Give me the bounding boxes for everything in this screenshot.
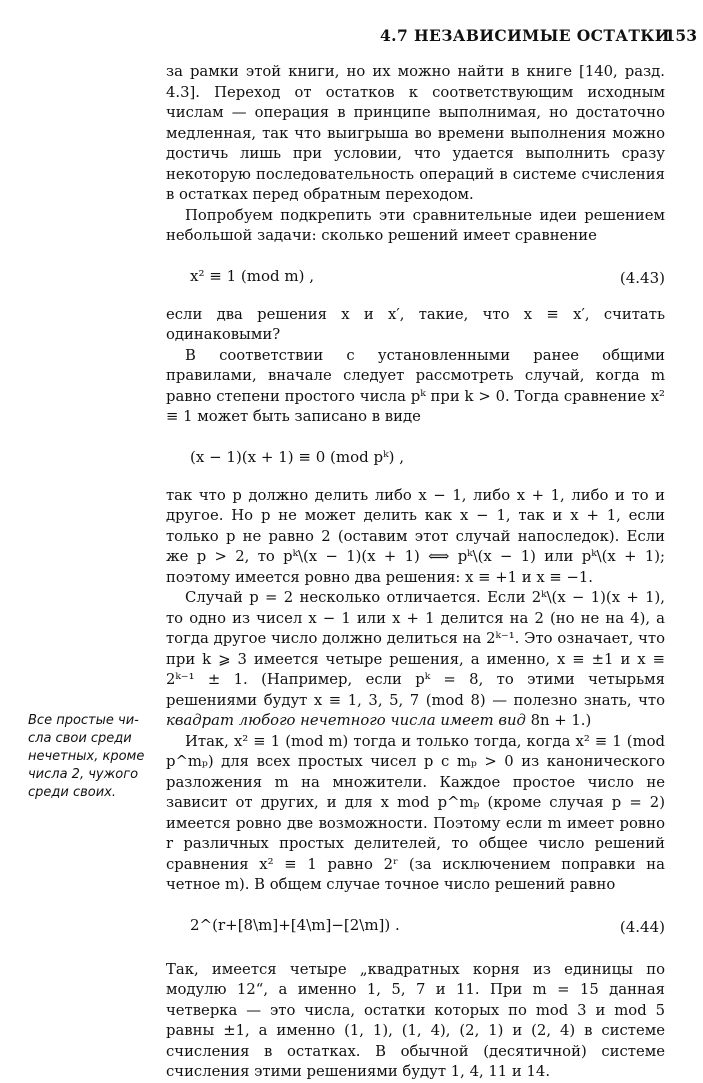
paragraph [166, 588, 665, 732]
paragraph: если два решения x и x′, такие, что x ≡ x′, считать одинаковыми? [166, 305, 665, 343]
margin-note [28, 712, 156, 802]
margin-note-line: числа 2, чужого [28, 767, 139, 782]
equation-factorization [166, 437, 665, 481]
margin-note-line: сла свои среди [28, 731, 132, 746]
equation-formula: x² ≡ 1 (mod m) , [190, 266, 314, 285]
emphasis-text: квадрат любого нечетного числа имеет вид [166, 712, 526, 729]
page-header [380, 26, 697, 48]
running-title: 4.7 НЕЗАВИСИМЫЕ ОСТАТКИ [380, 26, 670, 45]
equation-formula: 2^(r+[8\m]+[4\m]−[2\m]) . [190, 915, 400, 934]
margin-note-line: нечетных, кроме [28, 749, 145, 764]
paragraph: так что p должно делить либо x − 1, либо x + 1, либо и то и другое. Но p не может делить как x − 1, так и x + 1, если только p не равно 2 (оставим этот случай напоследок). Если же p > 2, то pᵏ\(x − 1)(x + 1) ⟺ pᵏ\(x − 1) или pᵏ\(x + 1); поэтому имеется ровно два решения: x ≡ +1 и x ≡ −1. [166, 486, 665, 586]
main-text [166, 62, 665, 1083]
margin-note-line: среди своих. [28, 785, 117, 800]
paragraph: за рамки этой книги, но их можно найти в книге [140, разд. 4.3]. Переход от остатков к соответствующим исходным числам — операция в принципе выполнимая, но достаточно медленная, так что выигрыша во времени выполнения можно достичь лишь при условии, что удается выполнить сразу некоторую последовательность операций в системе счисления в остатках перед обратным переходом. [166, 63, 665, 203]
paragraph-text: Случай p = 2 несколько отличается. Если 2ᵏ\(x − 1)(x + 1), то одно из чисел x − 1 или x + 1 делится на 2 (но не на 4), а тогда другое число должно делиться на 2ᵏ⁻¹. Это означает, что при k ⩾ 3 имеется четыре решения, а именно, x ≡ ±1 и x ≡ 2ᵏ⁻¹ ± 1. (Например, если pᵏ = 8, то этими четырьмя решениями будут x ≡ 1, 3, 5, 7 (mod 8) — полезно знать, что [166, 589, 665, 709]
paragraph: Итак, x² ≡ 1 (mod m) тогда и только тогда, когда x² ≡ 1 (mod p^mₚ) для всех простых чисел p с mₚ > 0 из канонического разложения m на множители. Каждое простое число не зависит от других, и для x mod p^mₚ (кроме случая p = 2) имеется ровно две возможности. Поэтому если m имеет ровно r различных простых делителей, то общее число решений сравнения x² ≡ 1 равно 2ʳ (за исключением поправки на четное m). В общем случае точное число решений равно [166, 732, 665, 893]
equation-formula: (x − 1)(x + 1) ≡ 0 (mod pᵏ) , [190, 447, 404, 466]
page-number: 153 [664, 26, 697, 45]
equation-number: (4.43) [619, 268, 665, 287]
equation-4-44 [166, 905, 665, 955]
equation-4-43 [166, 256, 665, 300]
paragraph: В соответствии с установленными ранее общими правилами, вначале следует рассмотреть случай, когда m равно степени простого числа pᵏ при k > 0. Тогда сравнение x² ≡ 1 может быть записано в виде [166, 346, 665, 425]
equation-number: (4.44) [619, 917, 665, 936]
paragraph: Так, имеется четыре „квадратных корня из единицы по модулю 12“, а именно 1, 5, 7 и 11. При m = 15 данная четверка — это числа, остатки которых по mod 3 и mod 5 равны ±1, а именно (1, 1), (1, 4), (2, 1) и (2, 4) в системе счисления в остатках. В обычной (десятичной) системе счисления этими решениями будут 1, 4, 11 и 14. [166, 960, 665, 1080]
paragraph: Попробуем подкрепить эти сравнительные идеи решением небольшой задачи: сколько решений имеет сравнение [166, 206, 665, 244]
paragraph-text: 8n + 1.) [525, 712, 592, 729]
margin-note-line: Все простые чи- [28, 713, 139, 728]
